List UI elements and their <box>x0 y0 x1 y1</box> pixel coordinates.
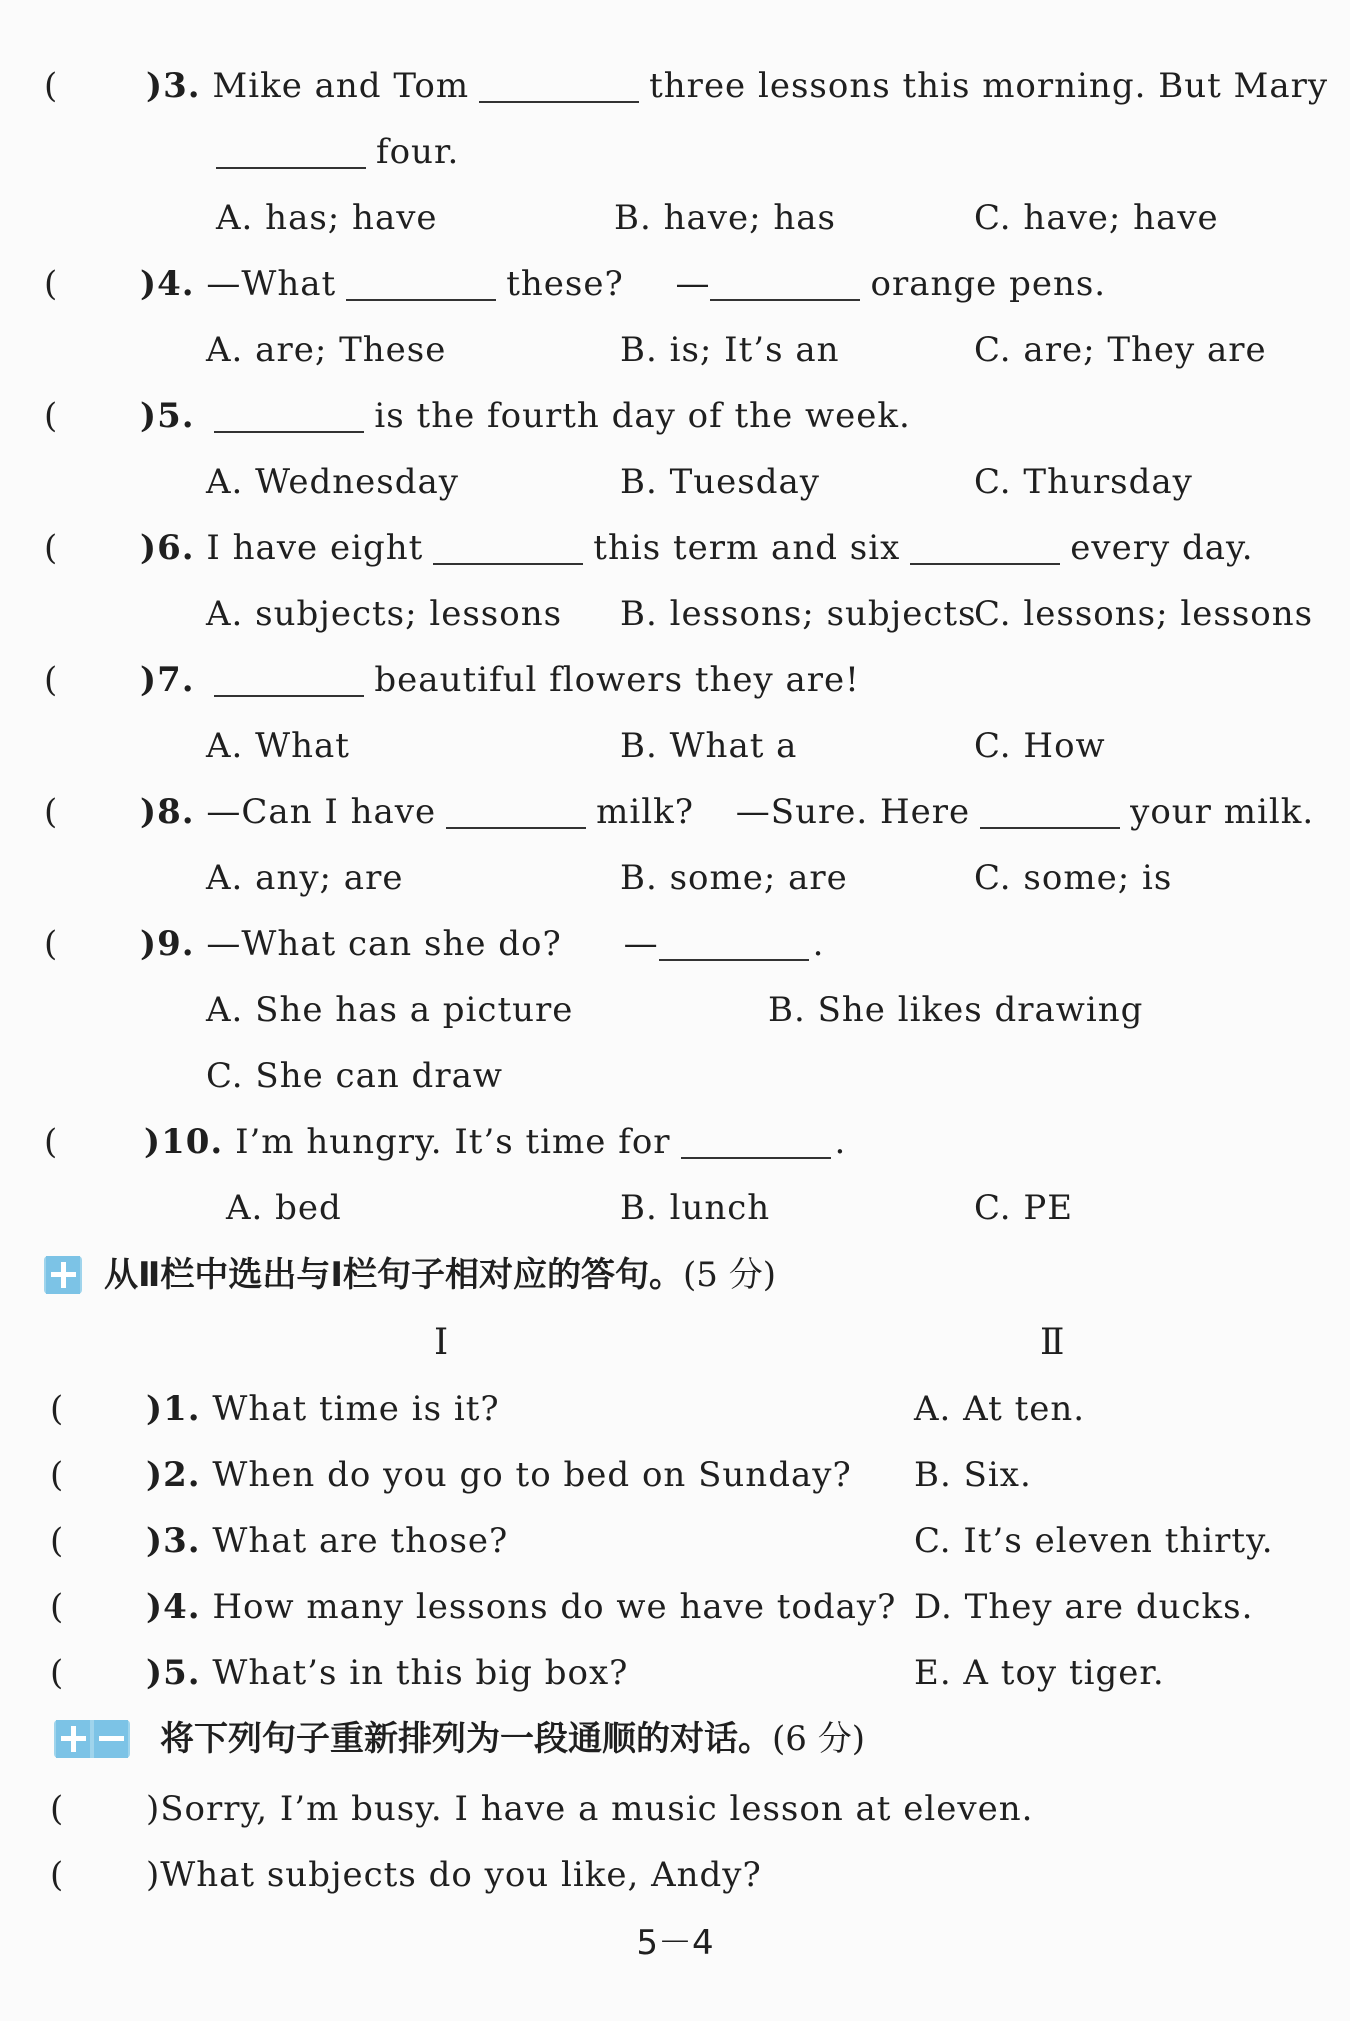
question-9 <box>140 924 824 964</box>
answer-paren: ( <box>44 924 58 964</box>
answer-paren: ( <box>50 1521 64 1561</box>
dialogue-line-1: )Sorry, I’m busy. I have a music lesson at eleven. <box>146 1789 1034 1829</box>
question-4 <box>140 264 1106 304</box>
question-text: . <box>812 924 825 964</box>
question-number: )4. <box>146 1587 201 1627</box>
answer-paren: ( <box>50 1587 64 1627</box>
question-6 <box>140 528 1254 568</box>
answer-paren: ( <box>44 396 58 436</box>
option-a[interactable]: A. any; are <box>206 858 404 898</box>
answer-paren: ( <box>50 1653 64 1693</box>
option-b[interactable]: B. have; has <box>614 198 836 238</box>
option-a[interactable]: A. bed <box>226 1188 342 1228</box>
question-text: I have eight <box>206 528 424 568</box>
question-number: )2. <box>146 1455 201 1495</box>
question-text: —What <box>206 264 337 304</box>
question-number: )7. <box>140 660 195 700</box>
section-eleven-badge-icon <box>54 1720 130 1758</box>
question-number: )3. <box>146 66 201 106</box>
answer-paren: ( <box>44 264 58 304</box>
page-number: 5－4 <box>636 1923 714 1963</box>
answer-blank[interactable] <box>710 269 860 301</box>
question-3 <box>146 66 1328 106</box>
answer-paren: ( <box>50 1455 64 1495</box>
match-answer-e[interactable]: E. A toy tiger. <box>914 1653 1165 1693</box>
option-a[interactable]: A. subjects; lessons <box>206 594 563 634</box>
section-points: (6 分) <box>772 1719 865 1759</box>
question-number: )10. <box>144 1122 224 1162</box>
section-ten-heading <box>104 1255 776 1295</box>
question-text: three lessons this morning. But Mary <box>649 66 1329 106</box>
question-text: —What can she do? <box>206 924 562 964</box>
option-a[interactable]: A. has; have <box>216 198 438 238</box>
answer-paren: ( <box>44 528 58 568</box>
option-c[interactable]: C. have; have <box>974 198 1219 238</box>
answer-blank[interactable] <box>479 71 639 103</box>
option-a[interactable]: A. She has a picture <box>206 990 574 1030</box>
option-b[interactable]: B. lessons; subjects <box>620 594 977 634</box>
match-question-1 <box>146 1389 500 1429</box>
question-5 <box>140 396 911 436</box>
dash-icon <box>94 1720 128 1758</box>
question-3-line-2 <box>216 132 459 172</box>
answer-blank[interactable] <box>659 929 809 961</box>
option-c[interactable]: C. How <box>974 726 1106 766</box>
question-number: )5. <box>140 396 195 436</box>
section-ten-badge-icon <box>44 1256 82 1294</box>
question-number: )9. <box>140 924 195 964</box>
question-number: )8. <box>140 792 195 832</box>
answer-paren: ( <box>50 1389 64 1429</box>
answer-blank[interactable] <box>681 1127 831 1159</box>
answer-blank[interactable] <box>446 797 586 829</box>
question-text: —Can I have <box>206 792 437 832</box>
match-question-4 <box>146 1587 896 1627</box>
option-c[interactable]: C. PE <box>974 1188 1074 1228</box>
option-b[interactable]: B. She likes drawing <box>768 990 1144 1030</box>
option-c[interactable]: C. Thursday <box>974 462 1193 502</box>
answer-blank[interactable] <box>910 533 1060 565</box>
question-10 <box>144 1122 846 1162</box>
option-b[interactable]: B. is; It’s an <box>620 330 840 370</box>
match-question-2 <box>146 1455 852 1495</box>
question-text: beautiful flowers they are! <box>374 660 860 700</box>
plus-icon <box>56 1720 90 1758</box>
question-8 <box>140 792 1314 832</box>
option-a[interactable]: A. are; These <box>206 330 447 370</box>
answer-paren: ( <box>50 1789 64 1829</box>
answer-blank[interactable] <box>214 665 364 697</box>
option-b[interactable]: B. What a <box>620 726 798 766</box>
question-text: What are those? <box>212 1521 509 1561</box>
question-number: )3. <box>146 1521 201 1561</box>
section-eleven-heading <box>160 1719 865 1759</box>
option-a[interactable]: A. Wednesday <box>206 462 459 502</box>
plus-icon <box>46 1256 80 1294</box>
dialogue-line-2: )What subjects do you like, Andy? <box>146 1855 762 1895</box>
section-title: 将下列句子重新排列为一段通顺的对话。 <box>160 1719 772 1759</box>
question-text: orange pens. <box>870 264 1107 304</box>
question-text: this term and six <box>593 528 901 568</box>
match-question-3 <box>146 1521 508 1561</box>
answer-paren: ( <box>44 660 58 700</box>
column-heading-one: Ⅰ <box>434 1322 449 1363</box>
question-text: What’s in this big box? <box>212 1653 629 1693</box>
option-b[interactable]: B. Tuesday <box>620 462 820 502</box>
question-text: I’m hungry. It’s time for <box>235 1122 671 1162</box>
match-question-5 <box>146 1653 628 1693</box>
option-c[interactable]: C. lessons; lessons <box>974 594 1314 634</box>
answer-blank[interactable] <box>346 269 496 301</box>
question-text: — <box>623 924 659 964</box>
answer-blank[interactable] <box>216 137 366 169</box>
option-c[interactable]: C. are; They are <box>974 330 1267 370</box>
question-text: every day. <box>1070 528 1254 568</box>
option-c[interactable]: C. some; is <box>974 858 1173 898</box>
question-number: )5. <box>146 1653 201 1693</box>
match-answer-b[interactable]: B. Six. <box>914 1455 1032 1495</box>
answer-blank[interactable] <box>214 401 364 433</box>
answer-blank[interactable] <box>980 797 1120 829</box>
answer-paren: ( <box>44 66 58 106</box>
question-7 <box>140 660 860 700</box>
question-text: . <box>834 1122 847 1162</box>
answer-paren: ( <box>44 1122 58 1162</box>
option-b[interactable]: B. lunch <box>620 1188 771 1228</box>
match-answer-d[interactable]: D. They are ducks. <box>914 1587 1254 1627</box>
question-number: )6. <box>140 528 195 568</box>
answer-paren: ( <box>44 792 58 832</box>
column-heading-two: Ⅱ <box>1040 1322 1065 1363</box>
option-a[interactable]: A. What <box>206 726 350 766</box>
question-text: When do you go to bed on Sunday? <box>212 1455 852 1495</box>
question-text: —Sure. Here <box>735 792 971 832</box>
section-points: (5 分) <box>683 1255 777 1295</box>
question-text: milk? <box>596 792 694 832</box>
question-text: is the fourth day of the week. <box>374 396 911 436</box>
question-text: your milk. <box>1130 792 1315 832</box>
answer-paren: ( <box>50 1855 64 1895</box>
option-c[interactable]: C. She can draw <box>206 1056 503 1096</box>
answer-blank[interactable] <box>433 533 583 565</box>
question-text: What time is it? <box>212 1389 500 1429</box>
section-title: 从Ⅱ栏中选出与Ⅰ栏句子相对应的答句。 <box>104 1255 684 1295</box>
match-answer-c[interactable]: C. It’s eleven thirty. <box>914 1521 1274 1561</box>
question-number: )1. <box>146 1389 201 1429</box>
question-text: How many lessons do we have today? <box>212 1587 897 1627</box>
question-text: four. <box>376 132 460 172</box>
question-number: )4. <box>140 264 195 304</box>
question-text: — <box>675 264 711 304</box>
option-b[interactable]: B. some; are <box>620 858 848 898</box>
question-text: Mike and Tom <box>212 66 470 106</box>
question-text: these? <box>506 264 624 304</box>
match-answer-a[interactable]: A. At ten. <box>914 1389 1086 1429</box>
